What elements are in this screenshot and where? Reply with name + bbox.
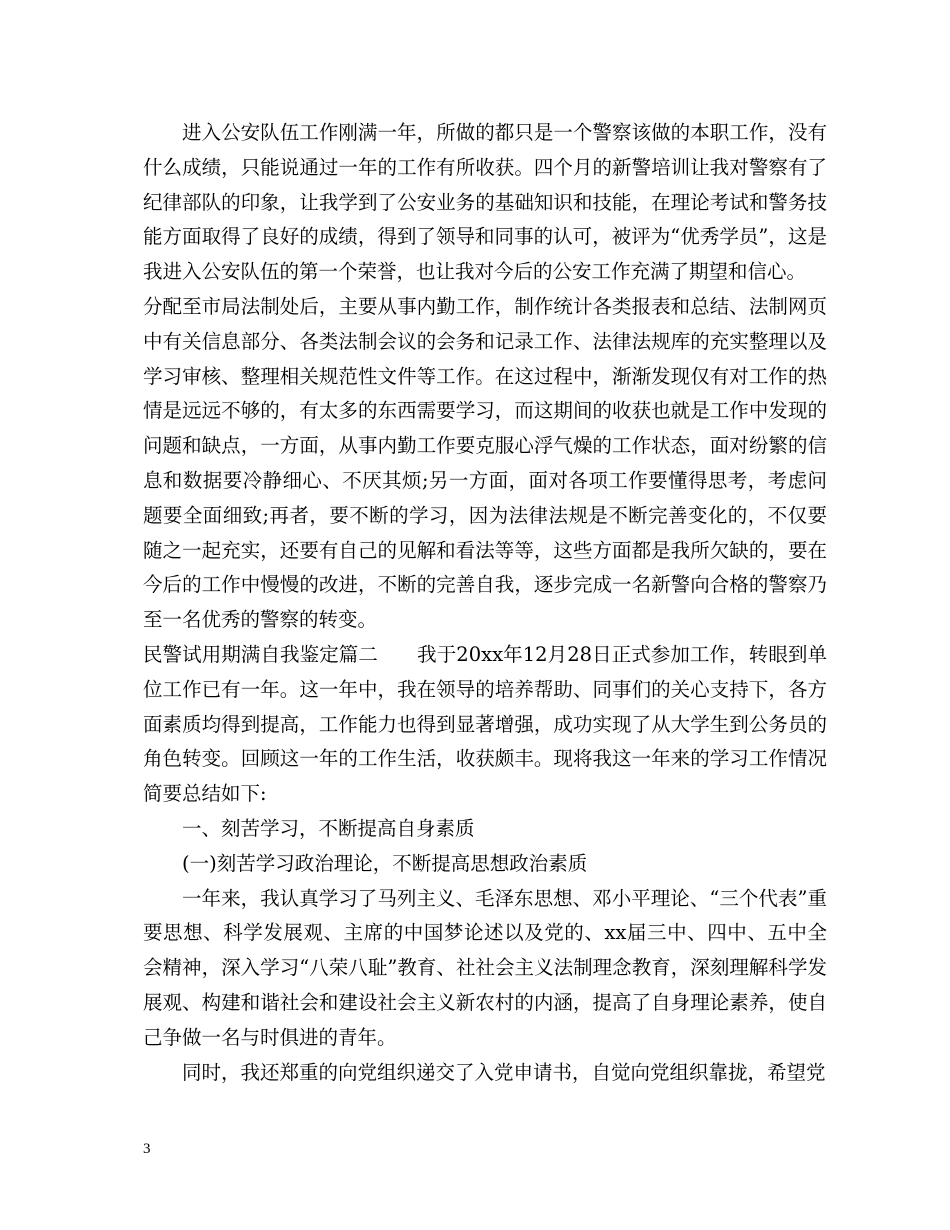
paragraph: 民警试用期满自我鉴定篇二 我于20xx年12月28日正式参加工作，转眼到单位工作已有一年。这一年中，我在领导的培养帮助、同事们的关心支持下，各方面素质均得到提高，工作能力也得到显著增强，成功实现了从大学生到公务员的角色转变。回顾这一年的工作生活，收获颇丰。现将我这一年来的学习工作情况简要总结如下: (143, 642, 827, 806)
paragraph: 进入公安队伍工作刚满一年，所做的都只是一个警察该做的本职工作，没有什么成绩，只能说通过一年的工作有所收获。四个月的新警培训让我对警察有了纪律部队的印象，让我学到了公安业务的基础知识和技能，在理论考试和警务技能方面取得了良好的成绩，得到了领导和同事的认可，被评为“优秀学员”，这是我进入公安队伍的第一个荣誉，也让我对今后的公安工作充满了期望和信心。 (143, 121, 827, 284)
page-number: 3 (143, 1141, 151, 1157)
subsection-heading: (一)刻苦学习政治理论，不断提高思想政治素质 (182, 851, 588, 875)
paragraph: 分配至市局法制处后，主要从事内勤工作，制作统计各类报表和总结、法制网页中有关信息部分、各类法制会议的会务和记录工作、法律法规库的充实整理以及学习审核、整理相关规范性文件等工作。在这过程中，渐渐发现仅有对工作的热情是远远不够的，有太多的东西需要学习，而这期间的收获也就是工作中发现的问题和缺点，一方面，从事内勤工作要克服心浮气燥的工作状态，面对纷繁的信息和数据要冷静细心、不厌其烦;另一方面，面对各项工作要懂得思考，考虑问题要全面细致;再者，要不断的学习，因为法律法规是不断完善变化的，不仅要随之一起充实，还要有自己的见解和看法等等，这些方面都是我所欠缺的，要在今后的工作中慢慢的改进，不断的完善自我，逐步完成一名新警向合格的警察乃至一名优秀的警察的转变。 (143, 294, 827, 632)
paragraph: 一年来，我认真学习了马列主义、毛泽东思想、邓小平理论、“三个代表”重要思想、科学发展观、主席的中国梦论述以及党的、xx届三中、四中、五中全会精神，深入学习“八荣八耻”教育、社社会主义法制理念教育，深刻理解科学发展观、构建和谐社会和建设社会主义新农村的内涵，提高了自身理论素养，使自己争做一名与时俱进的青年。 (143, 886, 827, 1049)
paragraph: 同时，我还郑重的向党组织递交了入党申请书，自觉向党组织靠拢，希望党 (182, 1060, 826, 1084)
document-body (143, 116, 827, 1090)
section-heading: 一、刻苦学习，不断提高自身素质 (182, 816, 475, 840)
